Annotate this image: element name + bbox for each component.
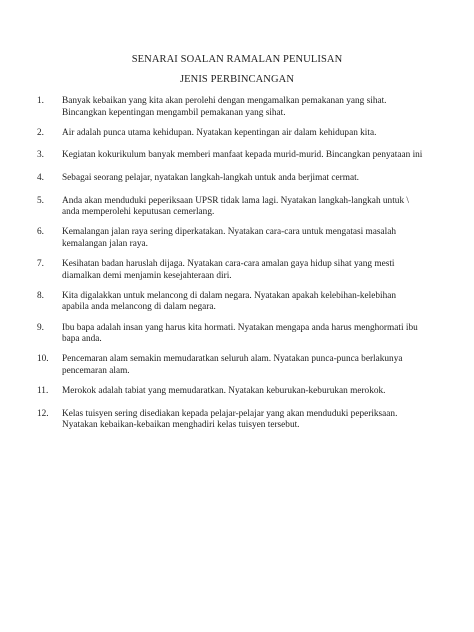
list-item: [37, 386, 427, 398]
item-text: [62, 150, 427, 162]
item-text: [62, 196, 427, 219]
list-item: [37, 128, 427, 140]
item-line: kemalangan jalan raya.: [62, 238, 148, 249]
list-item: [37, 409, 427, 432]
item-text: [62, 386, 427, 398]
item-text: [62, 323, 427, 346]
item-number: 8.: [37, 290, 44, 301]
item-line: Anda akan menduduki peperiksaan UPSR tidak lama lagi. Nyatakan langkah-langkah untuk \: [62, 195, 409, 206]
item-line: bapa anda.: [62, 334, 102, 344]
item-line: Merokok adalah tabiat yang memudaratkan. Nyatakan keburukan-keburukan merokok.: [62, 385, 386, 396]
item-line: Kelas tuisyen sering disediakan kepada pelajar-pelajar yang akan menduduki peperiksaan.: [62, 408, 398, 419]
item-number: 4.: [37, 173, 44, 184]
list-item: [37, 96, 427, 119]
list-item: [37, 259, 427, 282]
item-line: Kesihatan badan haruslah dijaga. Nyatakan cara-cara amalan gaya hidup sihat yang mesti: [62, 259, 395, 270]
item-line: pencemaran alam.: [62, 365, 130, 376]
item-line: Kegiatan kokurikulum banyak memberi manfaat kepada murid-murid. Bincangkan penyataan ini: [62, 150, 423, 161]
item-text: [62, 291, 427, 314]
item-line: Bincangkan kepentingan mengambil pemakanan yang sihat.: [62, 107, 286, 118]
item-text: [62, 128, 427, 140]
item-text: [62, 354, 427, 377]
item-number: 7.: [37, 259, 44, 270]
item-line: Pencemaran alam semakin memudaratkan seluruh alam. Nyatakan punca-punca berlakunya: [62, 354, 403, 365]
item-number: 1.: [37, 96, 44, 106]
list-item: [37, 150, 427, 162]
item-number: 5.: [37, 195, 44, 206]
item-number: 3.: [37, 150, 44, 161]
item-number: 10.: [37, 354, 49, 365]
item-text: [62, 409, 427, 432]
list-item: [37, 227, 427, 250]
document-subtitle: JENIS PERBINCANGAN: [179, 74, 295, 85]
item-number: 12.: [37, 408, 49, 419]
item-text: [62, 227, 427, 250]
item-text: [62, 259, 427, 282]
item-line: Kita digalakkan untuk melancong di dalam negara. Nyatakan apakah kelebihan-kelebihan: [62, 290, 397, 301]
question-list: [37, 96, 427, 440]
item-line: anda memperolehi keputusan cemerlang.: [62, 207, 215, 218]
item-text: [62, 173, 427, 185]
item-line: Sebagai seorang pelajar, nyatakan langkah-langkah untuk anda berjimat cermat.: [62, 173, 360, 184]
document-title: SENARAI SOALAN RAMALAN PENULISAN: [131, 54, 343, 65]
list-item: [37, 196, 427, 219]
list-item: [37, 354, 427, 377]
item-number: 2.: [37, 127, 44, 138]
item-line: Kemalangan jalan raya sering diperkatakan. Nyatakan cara-cara untuk mengatasi masalah: [62, 227, 397, 238]
item-number: 9.: [37, 322, 44, 333]
list-item: [37, 291, 427, 314]
item-line: Banyak kebaikan yang kita akan perolehi dengan mengamalkan pemakanan yang sihat.: [62, 96, 387, 106]
item-line: Nyatakan kebaikan-kebaikan menghadiri kelas tuisyen tersebut.: [62, 420, 300, 431]
item-line: Ibu bapa adalah insan yang harus kita hormati. Nyatakan mengapa anda harus menghormati ibu: [62, 322, 418, 333]
item-number: 6.: [37, 227, 44, 238]
item-line: apabila anda melancong di dalam negara.: [62, 302, 216, 313]
item-line: diamalkan demi menjamin kesejahteraan diri.: [62, 270, 232, 281]
list-item: [37, 173, 427, 185]
list-item: [37, 323, 427, 346]
item-line: Air adalah punca utama kehidupan. Nyatakan kepentingan air dalam kehidupan kita.: [62, 127, 377, 138]
item-text: [62, 96, 427, 119]
item-number: 11.: [37, 385, 49, 396]
